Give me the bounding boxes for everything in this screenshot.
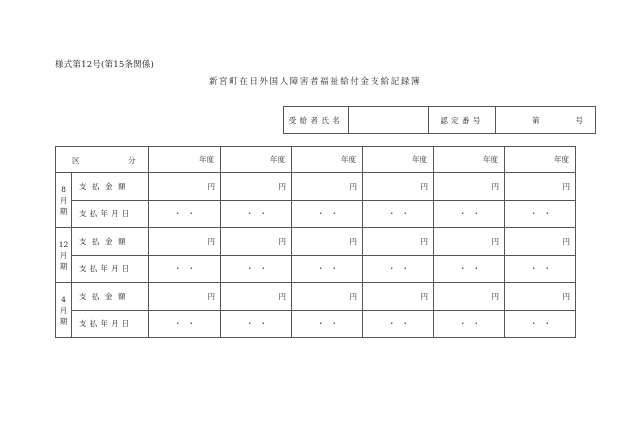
fiscal-year-header[interactable]: 年度 [149, 147, 221, 173]
amount-cell[interactable]: 円 [221, 173, 292, 201]
date-cell[interactable]: ・・ [363, 255, 434, 283]
period-label [56, 228, 72, 283]
amount-cell[interactable]: 円 [221, 228, 292, 256]
date-cell[interactable]: ・・ [221, 310, 292, 338]
date-cell[interactable]: ・・ [292, 255, 363, 283]
payment-date-label: 支払年月日 [72, 200, 149, 228]
amount-row [56, 173, 576, 201]
date-cell[interactable]: ・・ [221, 200, 292, 228]
period-label [56, 173, 72, 228]
date-cell[interactable]: ・・ [434, 255, 505, 283]
date-cell[interactable]: ・・ [363, 200, 434, 228]
date-cell[interactable]: ・・ [221, 255, 292, 283]
cert-number-suffix: 号 [574, 107, 596, 134]
amount-cell[interactable]: 円 [434, 283, 505, 311]
amount-cell[interactable]: 円 [505, 228, 576, 256]
amount-cell[interactable]: 円 [505, 173, 576, 201]
header-row [56, 147, 576, 173]
period-label [56, 283, 72, 338]
amount-cell[interactable]: 円 [505, 283, 576, 311]
amount-row [56, 283, 576, 311]
fiscal-year-header[interactable]: 年度 [292, 147, 363, 173]
date-cell[interactable]: ・・ [292, 200, 363, 228]
fiscal-year-header[interactable]: 年度 [363, 147, 434, 173]
recipient-name-label: 受給者氏名 [284, 107, 349, 134]
amount-cell[interactable]: 円 [221, 283, 292, 311]
date-cell[interactable]: ・・ [149, 255, 221, 283]
amount-cell[interactable]: 円 [292, 173, 363, 201]
date-cell[interactable]: ・・ [149, 310, 221, 338]
amount-cell[interactable]: 円 [149, 228, 221, 256]
date-row [56, 310, 576, 338]
date-cell[interactable]: ・・ [363, 310, 434, 338]
date-cell[interactable]: ・・ [505, 200, 576, 228]
amount-cell[interactable]: 円 [149, 173, 221, 201]
payment-amount-label: 支払金額 [72, 173, 149, 201]
amount-cell[interactable]: 円 [434, 173, 505, 201]
period-label-text: 12月期 [58, 239, 69, 271]
date-cell[interactable]: ・・ [292, 310, 363, 338]
period-label-text: 4月期 [59, 294, 68, 326]
category-header-char-2: 分 [128, 156, 136, 165]
fiscal-year-header[interactable]: 年度 [505, 147, 576, 173]
date-cell[interactable]: ・・ [149, 200, 221, 228]
fiscal-year-header[interactable]: 年度 [434, 147, 505, 173]
date-cell[interactable]: ・・ [434, 310, 505, 338]
amount-cell[interactable]: 円 [434, 228, 505, 256]
amount-cell[interactable]: 円 [363, 173, 434, 201]
amount-cell[interactable]: 円 [363, 228, 434, 256]
date-row [56, 255, 576, 283]
fiscal-year-header[interactable]: 年度 [221, 147, 292, 173]
amount-cell[interactable]: 円 [149, 283, 221, 311]
date-cell[interactable]: ・・ [505, 310, 576, 338]
document-title: 新宮町在日外国人障害者福祉給付金支給記録簿 [208, 77, 422, 87]
payment-amount-label: 支払金額 [72, 228, 149, 256]
date-cell[interactable]: ・・ [434, 200, 505, 228]
amount-cell[interactable]: 円 [292, 283, 363, 311]
payment-amount-label: 支払金額 [72, 283, 149, 311]
payment-date-label: 支払年月日 [72, 255, 149, 283]
recipient-name-field[interactable] [349, 107, 429, 134]
category-header-char-1: 区 [72, 156, 80, 165]
amount-row [56, 228, 576, 256]
recipient-info-table [283, 106, 596, 134]
date-cell[interactable]: ・・ [505, 255, 576, 283]
date-row [56, 200, 576, 228]
cert-prefix: 第 [532, 115, 540, 125]
cert-number-prefix[interactable] [496, 107, 574, 134]
payment-date-label: 支払年月日 [72, 310, 149, 338]
certification-number-label: 認定番号 [429, 107, 496, 134]
form-number: 様式第12号(第15条関係) [55, 60, 155, 70]
payment-record-table [55, 146, 576, 338]
period-label-text: 8月期 [59, 184, 68, 216]
amount-cell[interactable]: 円 [363, 283, 434, 311]
amount-cell[interactable]: 円 [292, 228, 363, 256]
category-header [56, 147, 149, 173]
